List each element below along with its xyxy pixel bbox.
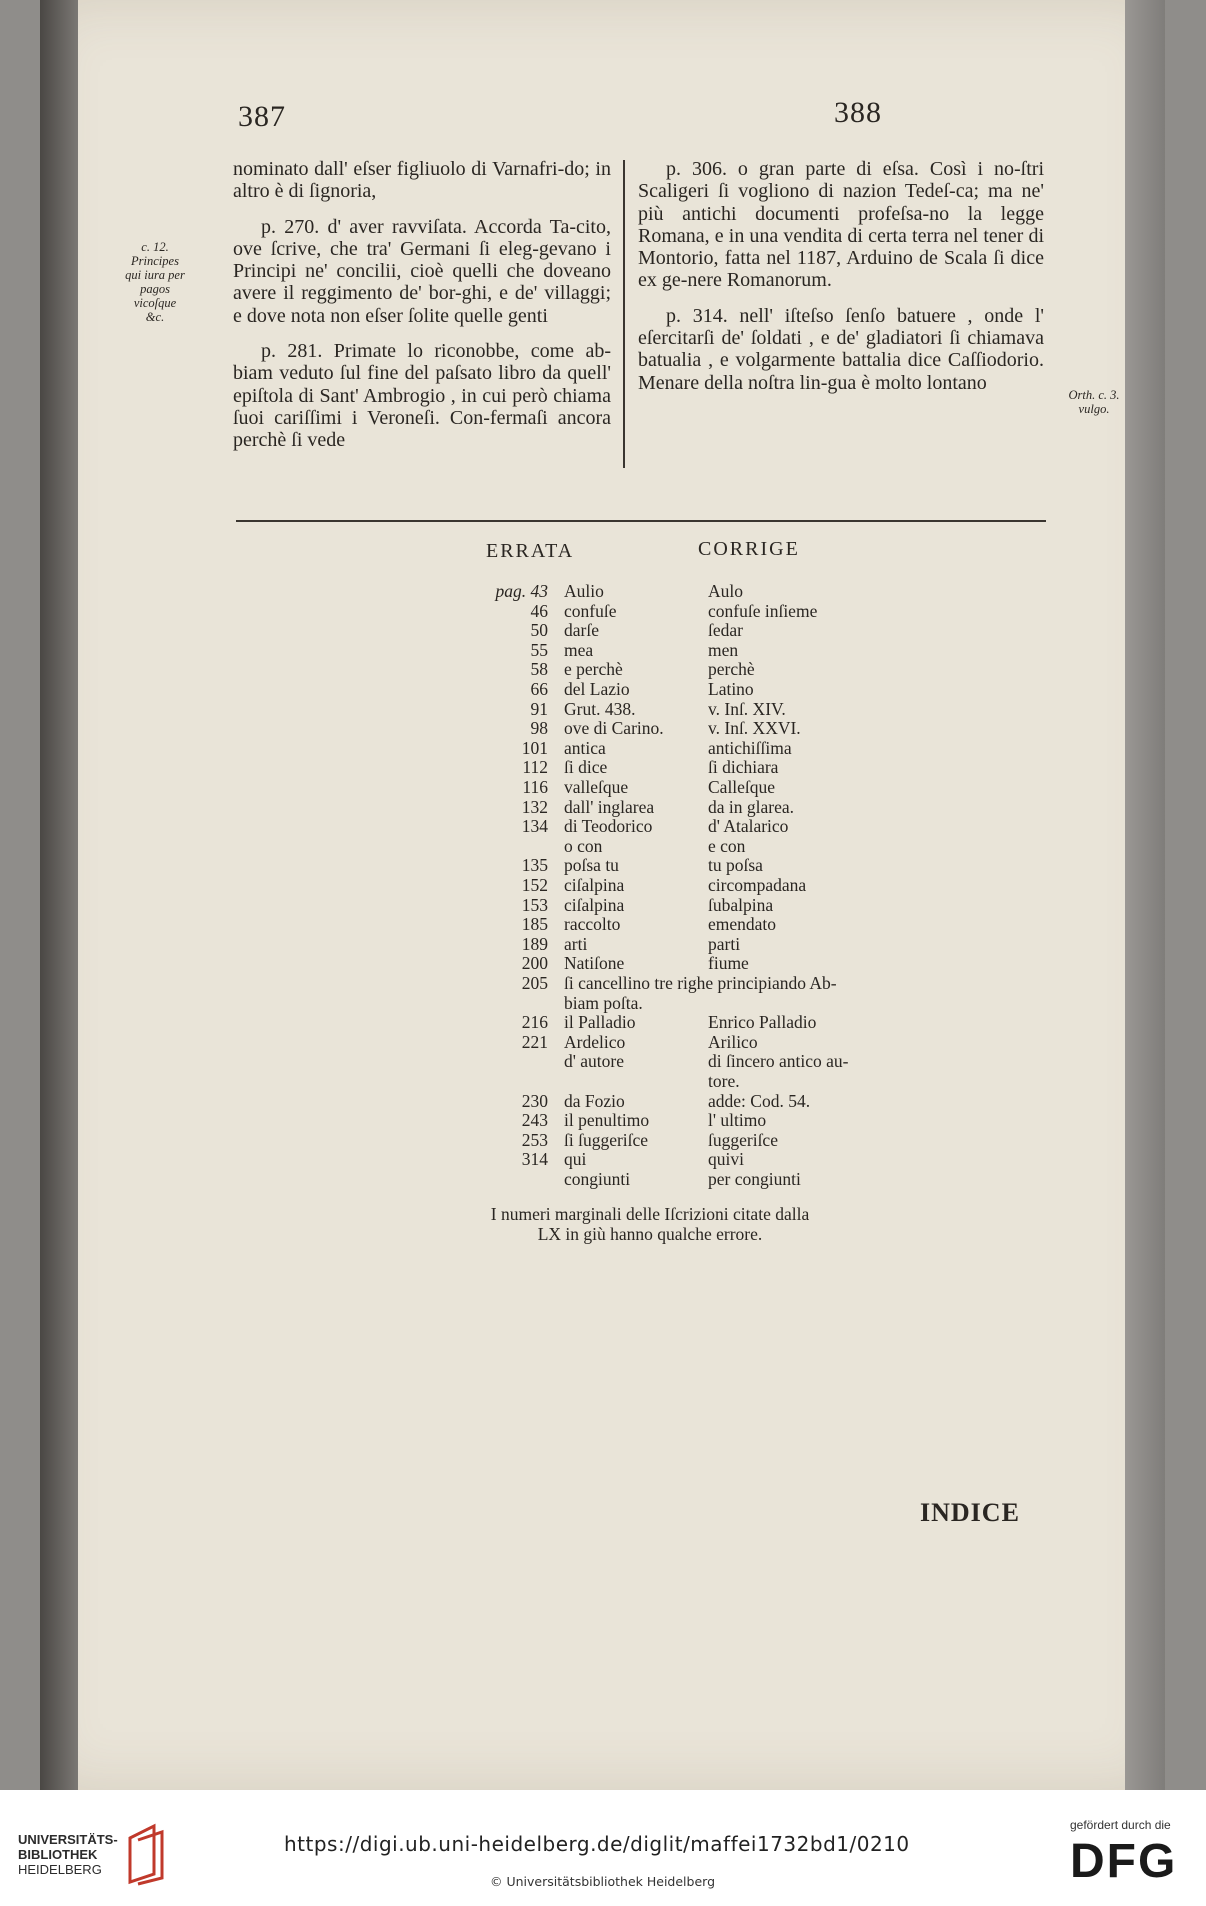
errata-page-number: 58 [530, 659, 548, 680]
errata-page-number: 112 [522, 757, 548, 778]
errata-correct-text: l' ultimo [708, 1110, 767, 1131]
errata-correct-text: tore. [708, 1071, 740, 1091]
errata-header: ERRATA [486, 540, 575, 562]
errata-correct-text: per congiunti [708, 1169, 801, 1189]
left-page-number: 387 [238, 100, 286, 133]
errata-correct-text: Enrico Palladio [708, 1012, 817, 1033]
right-margin-note: Orth. c. 3. vulgo. [1068, 388, 1120, 416]
library-name-line-3: HEIDELBERG [18, 1862, 102, 1877]
errata-wrong-text: ciſalpina [564, 894, 625, 915]
errata-page-number: 243 [521, 1110, 548, 1131]
errata-correct-text: Calleſque [708, 777, 776, 797]
errata-correct-text: ſubalpina [708, 894, 774, 915]
errata-page-number: 98 [530, 718, 548, 739]
column-divider [623, 160, 625, 468]
errata-page-number: 152 [521, 875, 548, 895]
left-paragraph-1: nominato dall' eſser figliuolo di Varnafri-do; in altro è di ſignoria, [233, 158, 611, 203]
copyright-text: © Universitätsbibliothek Heidelberg [490, 1874, 716, 1889]
errata-page-number: 230 [521, 1090, 548, 1111]
right-paragraph-2: p. 314. nell' iſteſso ſenſo batuere , onde l' eſercitarſi de' ſoldati , e de' gladiatori ſi chiamava batualia , e volgarmente battalia dice Caſſiodorio. Menare della noſtra lin-gua è molto lontano [638, 304, 1044, 394]
errata-wrong-text: poſsa tu [564, 855, 619, 876]
errata-wrong-text: d' autore [564, 1051, 625, 1072]
errata-wrong-text: confuſe [564, 600, 617, 621]
errata-wrong-text: biam poſta. [564, 992, 643, 1013]
errata-correct-text: parti [708, 933, 741, 954]
left-margin-note: c. 12. Principes qui iura per pagos vicoſque &c. [125, 240, 185, 324]
errata-wrong-text: Aulio [564, 581, 604, 601]
errata-page-number: 66 [530, 679, 548, 699]
errata-page-number: 185 [521, 914, 548, 935]
errata-page-number: 314 [521, 1149, 548, 1170]
ub-logo-mark-icon [124, 1820, 168, 1886]
page-spine-shadow [40, 0, 78, 1790]
errata-correct-text: v. Inſ. XXVI. [708, 718, 801, 739]
errata-note [440, 1204, 860, 1244]
footer-bar [0, 1790, 1206, 1906]
errata-page-number: 200 [521, 953, 548, 974]
book-page [40, 0, 1165, 1790]
errata-correct-text: ſuggeriſce [708, 1129, 778, 1150]
errata-correct-text: fiume [708, 953, 749, 974]
errata-page-number: 50 [530, 620, 548, 641]
ub-logo[interactable] [18, 1832, 118, 1877]
errata-correct-text: tu poſsa [708, 855, 763, 876]
errata-page-number: 101 [521, 737, 548, 758]
errata-wrong-text: o con [564, 835, 603, 856]
errata-page-number: 91 [530, 698, 548, 719]
errata-correct-text: ſi dichiara [708, 757, 779, 778]
errata-page-number: 134 [521, 816, 548, 837]
errata-correct-text: da in glarea. [708, 796, 794, 817]
errata-correct-text: quivi [708, 1149, 744, 1170]
corrige-header: CORRIGE [698, 538, 800, 560]
errata-wrong-text: e perchè [564, 659, 623, 680]
errata-page-number: 253 [521, 1129, 548, 1150]
library-name-line-2: BIBLIOTHEK [18, 1847, 98, 1862]
errata-wrong-text: dall' inglarea [564, 796, 655, 817]
errata-wrong-text: di Teodorico [564, 816, 653, 837]
errata-page-number: 221 [521, 1031, 548, 1052]
errata-wrong-text: del Lazio [564, 679, 630, 699]
left-paragraph-2: p. 270. d' aver ravviſata. Accorda Ta-cito, ove ſcrive, che tra' Germani ſi eleg-gevano i Principi ne' concilii, cioè quelli che doveano avere il reggimento de' bor-ghi, e de' villaggi; e dove nota non eſser ſolite quelle genti [233, 215, 611, 327]
errata-correct-text: confuſe inſieme [708, 600, 818, 621]
page-edge [1125, 0, 1165, 1790]
errata-correct-text: Latino [708, 679, 754, 699]
errata-wrong-text: raccolto [564, 914, 621, 935]
errata-correct-text: emendato [708, 914, 777, 935]
errata-wrong-text: antica [564, 737, 606, 758]
errata-wrong-text: Natiſone [564, 953, 625, 974]
errata-wrong-text: darſe [564, 620, 599, 641]
errata-wrong-text: il penultimo [564, 1110, 650, 1131]
dfg-logo[interactable]: DFG [1070, 1835, 1178, 1888]
left-paragraph-3: p. 281. Primate lo riconobbe, come ab-biam veduto ſul fine del paſsato libro da quell' epiſtola di Sant' Ambrogio , in cui però chiama ſuoi cariſſimi i Veroneſi. Con-fermaſi ancora perchè ſi vede [233, 340, 611, 452]
errata-wrong-text: ciſalpina [564, 875, 625, 895]
errata-correct-text: antichiſſima [708, 737, 792, 758]
errata-wrong-text: ſi dice [564, 757, 608, 778]
errata-page-number: 153 [521, 894, 548, 915]
funding-text: gefördert durch die [1070, 1818, 1171, 1832]
errata-correct-text: circompadana [708, 875, 807, 895]
errata-correct-text: Arilico [708, 1031, 758, 1052]
errata-correct-text: ſedar [708, 620, 743, 641]
errata-wrong-text: arti [564, 933, 588, 954]
catchword: INDICE [920, 1498, 1020, 1527]
errata-wrong-text: Grut. 438. [564, 698, 636, 719]
errata-page-number: pag. 43 [495, 581, 548, 601]
section-divider [236, 520, 1046, 522]
errata-page-number: 55 [530, 639, 548, 660]
library-name-line-1: UNIVERSITÄTS- [18, 1832, 118, 1847]
errata-wrong-text: ſi ſuggeriſce [564, 1129, 649, 1150]
errata-wrong-text: Ardelico [564, 1031, 626, 1052]
errata-correct-text: Aulo [708, 581, 743, 601]
errata-wrong-text: da Fozio [564, 1090, 625, 1111]
right-page-number: 388 [834, 96, 882, 129]
errata-wrong-text: ove di Carino. [564, 718, 664, 739]
errata-note-line-1: I numeri marginali delle Iſcrizioni citate dalla [490, 1204, 810, 1224]
errata-page-number: 205 [521, 973, 548, 993]
errata-correct-text: e con [708, 835, 746, 856]
right-text-column [638, 158, 1044, 407]
errata-correct-text: perchè [708, 659, 755, 680]
errata-wrong-text: ſi cancellino tre righe principiando Ab- [564, 973, 837, 993]
errata-page-number: 46 [530, 600, 548, 621]
errata-page-number: 135 [521, 855, 548, 876]
errata-wrong-text: il Palladio [564, 1012, 636, 1033]
right-paragraph-1: p. 306. o gran parte di eſsa. Così i no-ſtri Scaligeri ſi vogliono di nazion Tedeſ-ca; ma ne' più antichi documenti profeſsa-no la legge Romana, e in una vendita di certa terra nel tener di Montorio, fatta nel 1187, Arduino de Scala ſi dice ex ge-nere Romanorum. [638, 158, 1044, 292]
errata-wrong-text: congiunti [564, 1169, 631, 1189]
left-text-column [233, 158, 611, 465]
errata-page-number: 116 [522, 777, 548, 797]
errata-wrong-text: mea [564, 639, 594, 660]
errata-page-number: 189 [521, 933, 548, 954]
errata-correct-text: men [708, 639, 739, 660]
errata-note-line-2: LX in giù hanno qualche errore. [537, 1224, 763, 1244]
errata-page-number: 216 [521, 1012, 548, 1033]
errata-correct-text: adde: Cod. 54. [708, 1090, 811, 1111]
permalink-url[interactable]: https://digi.ub.uni-heidelberg.de/diglit/maffei1732bd1/0210 [284, 1832, 910, 1856]
errata-wrong-text: valleſque [564, 777, 629, 797]
errata-wrong-text: qui [564, 1149, 587, 1170]
errata-correct-text: v. Inſ. XIV. [708, 698, 786, 719]
errata-page-number: 132 [521, 796, 548, 817]
errata-correct-text: di ſincero antico au- [708, 1051, 849, 1072]
errata-correct-text: d' Atalarico [708, 816, 789, 837]
